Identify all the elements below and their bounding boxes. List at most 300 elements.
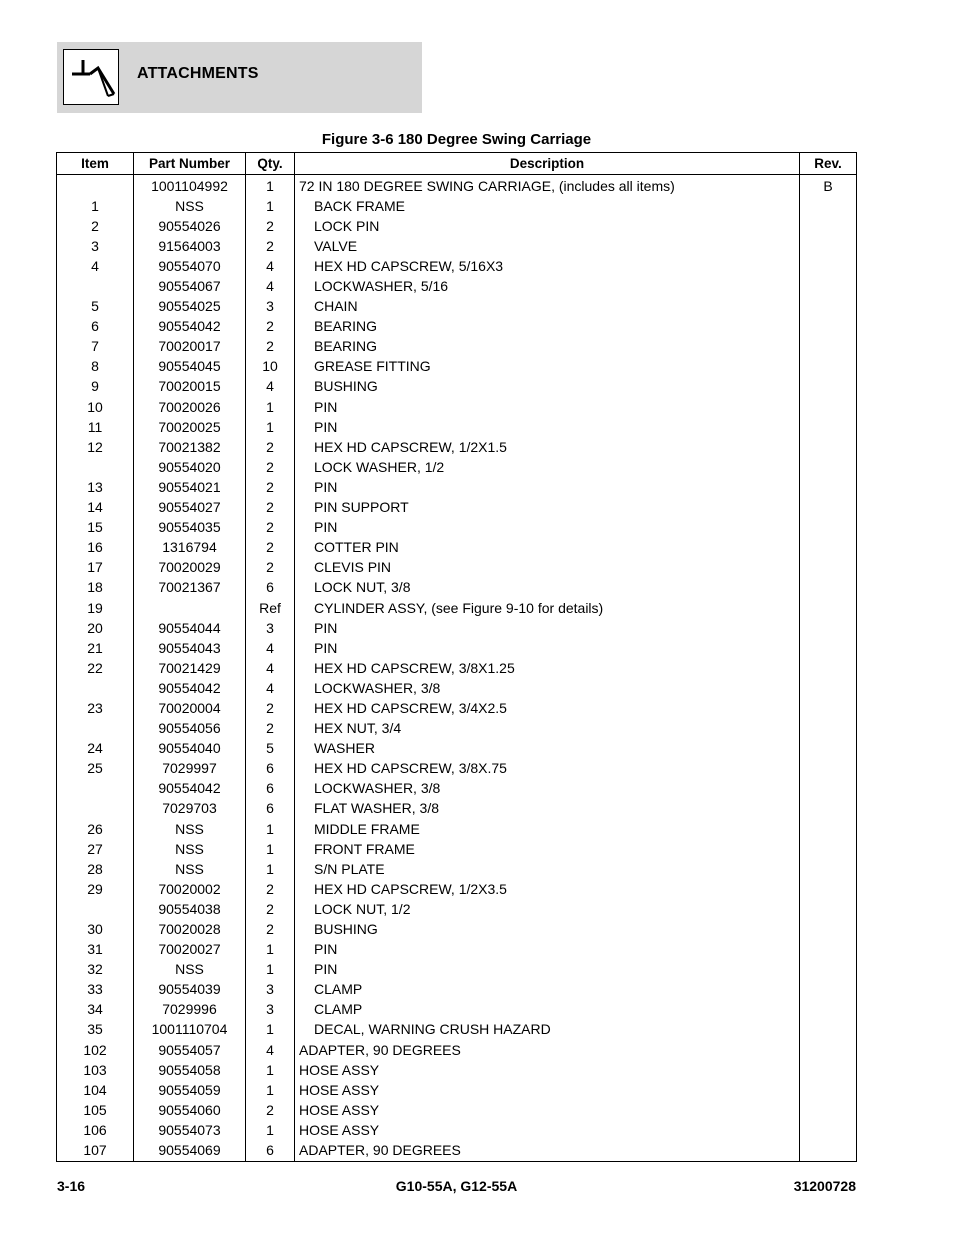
table-row [57, 297, 857, 317]
cell-part-number: 90554057 [134, 1040, 246, 1060]
cell-qty: 3 [246, 297, 295, 317]
cell-item: 29 [57, 879, 134, 899]
cell-qty: 1 [246, 1120, 295, 1140]
cell-part-number: 90554059 [134, 1080, 246, 1100]
cell-description: COTTER PIN [295, 538, 800, 558]
cell-qty: 1 [246, 859, 295, 879]
cell-rev [800, 698, 857, 718]
cell-description: PIN SUPPORT [295, 498, 800, 518]
cell-part-number: 90554039 [134, 980, 246, 1000]
cell-rev [800, 1000, 857, 1020]
cell-item [57, 457, 134, 477]
table-row [57, 236, 857, 256]
cell-item: 10 [57, 397, 134, 417]
cell-qty: 3 [246, 618, 295, 638]
cell-part-number: 90554067 [134, 276, 246, 296]
cell-rev [800, 276, 857, 296]
cell-qty: 2 [246, 558, 295, 578]
cell-rev [800, 960, 857, 980]
cell-part-number: 1316794 [134, 538, 246, 558]
cell-part-number: NSS [134, 196, 246, 216]
cell-qty: 2 [246, 457, 295, 477]
table-row [57, 1000, 857, 1020]
cell-item: 107 [57, 1141, 134, 1162]
cell-description: HEX HD CAPSCREW, 3/8X.75 [295, 759, 800, 779]
cell-qty: 2 [246, 698, 295, 718]
cell-item: 5 [57, 297, 134, 317]
cell-qty: 4 [246, 276, 295, 296]
cell-rev [800, 940, 857, 960]
cell-description: GREASE FITTING [295, 357, 800, 377]
cell-part-number: 90554069 [134, 1141, 246, 1162]
cell-part-number: 90554040 [134, 739, 246, 759]
cell-part-number: 90554060 [134, 1100, 246, 1120]
cell-description: CLAMP [295, 1000, 800, 1020]
cell-part-number: 90554020 [134, 457, 246, 477]
page-number: 3-16 [57, 1178, 86, 1194]
cell-qty: 5 [246, 739, 295, 759]
cell-description: PIN [295, 518, 800, 538]
cell-part-number: 90554043 [134, 638, 246, 658]
cell-part-number: 90554070 [134, 256, 246, 276]
table-row [57, 256, 857, 276]
table-row [57, 397, 857, 417]
cell-part-number: 70020025 [134, 417, 246, 437]
cell-item [57, 678, 134, 698]
cell-rev [800, 1141, 857, 1162]
cell-rev [800, 578, 857, 598]
cell-rev [800, 317, 857, 337]
cell-item: 26 [57, 819, 134, 839]
cell-description: DECAL, WARNING CRUSH HAZARD [295, 1020, 800, 1040]
attachment-tool-icon [63, 49, 119, 105]
cell-item: 22 [57, 658, 134, 678]
column-header-rev: Rev. [800, 153, 857, 175]
cell-description: BUSHING [295, 377, 800, 397]
cell-qty: 4 [246, 678, 295, 698]
cell-qty: 6 [246, 1141, 295, 1162]
cell-item: 21 [57, 638, 134, 658]
cell-item [57, 175, 134, 197]
cell-rev [800, 417, 857, 437]
cell-qty: 1 [246, 175, 295, 197]
cell-rev [800, 899, 857, 919]
cell-part-number: 7029997 [134, 759, 246, 779]
cell-rev [800, 437, 857, 457]
cell-description: HOSE ASSY [295, 1080, 800, 1100]
cell-qty: 2 [246, 518, 295, 538]
cell-rev [800, 397, 857, 417]
cell-rev [800, 558, 857, 578]
cell-qty: 1 [246, 1020, 295, 1040]
cell-rev [800, 297, 857, 317]
cell-part-number: 90554042 [134, 779, 246, 799]
table-row [57, 859, 857, 879]
cell-description: PIN [295, 397, 800, 417]
table-row [57, 317, 857, 337]
cell-item: 104 [57, 1080, 134, 1100]
cell-part-number: 90554073 [134, 1120, 246, 1140]
cell-part-number: 7029996 [134, 1000, 246, 1020]
table-row [57, 759, 857, 779]
column-header-qty: Qty. [246, 153, 295, 175]
cell-part-number: 90554045 [134, 357, 246, 377]
cell-qty: 2 [246, 337, 295, 357]
table-row [57, 739, 857, 759]
cell-qty: 10 [246, 357, 295, 377]
cell-part-number: 7029703 [134, 799, 246, 819]
cell-part-number: 70020015 [134, 377, 246, 397]
table-row [57, 819, 857, 839]
cell-item: 23 [57, 698, 134, 718]
cell-item: 106 [57, 1120, 134, 1140]
cell-item: 11 [57, 417, 134, 437]
cell-item: 1 [57, 196, 134, 216]
column-header-part-number: Part Number [134, 153, 246, 175]
cell-item: 12 [57, 437, 134, 457]
cell-item [57, 779, 134, 799]
cell-qty: 4 [246, 1040, 295, 1060]
cell-qty: 6 [246, 759, 295, 779]
table-row [57, 940, 857, 960]
cell-part-number: 90554042 [134, 678, 246, 698]
model-number: G10-55A, G12-55A [395, 1178, 518, 1194]
cell-item: 4 [57, 256, 134, 276]
cell-item: 8 [57, 357, 134, 377]
cell-item: 34 [57, 1000, 134, 1020]
cell-qty: 1 [246, 1080, 295, 1100]
cell-qty: 4 [246, 658, 295, 678]
cell-rev [800, 256, 857, 276]
cell-rev [800, 357, 857, 377]
cell-rev [800, 678, 857, 698]
cell-description: LOCKWASHER, 3/8 [295, 678, 800, 698]
cell-description: PIN [295, 638, 800, 658]
cell-rev [800, 980, 857, 1000]
document-number: 31200728 [793, 1178, 856, 1194]
table-row [57, 1141, 857, 1162]
cell-part-number [134, 598, 246, 618]
cell-part-number: 91564003 [134, 236, 246, 256]
cell-rev [800, 1120, 857, 1140]
table-row [57, 357, 857, 377]
cell-rev [800, 337, 857, 357]
cell-rev: B [800, 175, 857, 197]
cell-rev [800, 518, 857, 538]
cell-qty: 1 [246, 1060, 295, 1080]
cell-description: LOCKWASHER, 3/8 [295, 779, 800, 799]
table-row [57, 175, 857, 197]
cell-qty: 2 [246, 216, 295, 236]
table-row [57, 1060, 857, 1080]
cell-qty: 2 [246, 919, 295, 939]
table-row [57, 518, 857, 538]
cell-qty: 6 [246, 779, 295, 799]
column-header-description: Description [295, 153, 800, 175]
cell-description: CHAIN [295, 297, 800, 317]
cell-item: 28 [57, 859, 134, 879]
cell-item: 30 [57, 919, 134, 939]
table-row [57, 698, 857, 718]
cell-qty: 1 [246, 196, 295, 216]
table-row [57, 1020, 857, 1040]
cell-item: 35 [57, 1020, 134, 1040]
cell-part-number: 90554035 [134, 518, 246, 538]
cell-item: 31 [57, 940, 134, 960]
cell-rev [800, 196, 857, 216]
cell-rev [800, 879, 857, 899]
table-row [57, 558, 857, 578]
cell-qty: 1 [246, 819, 295, 839]
cell-rev [800, 1100, 857, 1120]
parts-table [56, 152, 857, 1162]
cell-description: FLAT WASHER, 3/8 [295, 799, 800, 819]
cell-part-number: 1001110704 [134, 1020, 246, 1040]
cell-qty: 3 [246, 980, 295, 1000]
cell-qty: 2 [246, 236, 295, 256]
cell-rev [800, 477, 857, 497]
cell-part-number: 70020027 [134, 940, 246, 960]
cell-qty: 2 [246, 879, 295, 899]
cell-description: BUSHING [295, 919, 800, 939]
table-row [57, 960, 857, 980]
cell-description: BEARING [295, 337, 800, 357]
cell-rev [800, 779, 857, 799]
cell-description: PIN [295, 417, 800, 437]
cell-part-number: 90554027 [134, 498, 246, 518]
cell-description: ADAPTER, 90 DEGREES [295, 1040, 800, 1060]
cell-part-number: 70021367 [134, 578, 246, 598]
cell-description: HEX HD CAPSCREW, 1/2X3.5 [295, 879, 800, 899]
cell-description: HEX NUT, 3/4 [295, 719, 800, 739]
cell-part-number: 90554021 [134, 477, 246, 497]
cell-rev [800, 658, 857, 678]
table-row [57, 1040, 857, 1060]
cell-rev [800, 759, 857, 779]
cell-rev [800, 919, 857, 939]
table-row [57, 779, 857, 799]
cell-rev [800, 236, 857, 256]
cell-qty: 3 [246, 1000, 295, 1020]
cell-part-number: 90554044 [134, 618, 246, 638]
cell-description: BACK FRAME [295, 196, 800, 216]
cell-rev [800, 618, 857, 638]
cell-description: CLEVIS PIN [295, 558, 800, 578]
cell-part-number: NSS [134, 819, 246, 839]
cell-qty: 2 [246, 317, 295, 337]
cell-qty: 4 [246, 256, 295, 276]
cell-item: 24 [57, 739, 134, 759]
table-row [57, 618, 857, 638]
cell-rev [800, 1080, 857, 1100]
cell-rev [800, 638, 857, 658]
table-row [57, 196, 857, 216]
cell-item: 102 [57, 1040, 134, 1060]
cell-description: HOSE ASSY [295, 1120, 800, 1140]
cell-rev [800, 598, 857, 618]
table-row [57, 437, 857, 457]
figure-title: Figure 3-6 180 Degree Swing Carriage [321, 131, 592, 148]
column-header-item: Item [57, 153, 134, 175]
cell-qty: 6 [246, 799, 295, 819]
table-row [57, 719, 857, 739]
cell-qty: 2 [246, 477, 295, 497]
cell-qty: 4 [246, 638, 295, 658]
cell-rev [800, 839, 857, 859]
table-row [57, 839, 857, 859]
cell-description: WASHER [295, 739, 800, 759]
cell-description: FRONT FRAME [295, 839, 800, 859]
table-row [57, 1100, 857, 1120]
cell-part-number: 70020004 [134, 698, 246, 718]
cell-item: 13 [57, 477, 134, 497]
cell-qty: 2 [246, 498, 295, 518]
cell-rev [800, 719, 857, 739]
cell-part-number: 90554042 [134, 317, 246, 337]
cell-part-number: 90554026 [134, 216, 246, 236]
cell-description: HEX HD CAPSCREW, 1/2X1.5 [295, 437, 800, 457]
table-row [57, 598, 857, 618]
cell-part-number: 90554025 [134, 297, 246, 317]
table-row [57, 658, 857, 678]
cell-description: HEX HD CAPSCREW, 3/8X1.25 [295, 658, 800, 678]
cell-description: LOCKWASHER, 5/16 [295, 276, 800, 296]
cell-rev [800, 739, 857, 759]
cell-part-number: 70020029 [134, 558, 246, 578]
table-row [57, 457, 857, 477]
cell-rev [800, 457, 857, 477]
table-row [57, 477, 857, 497]
cell-part-number: 1001104992 [134, 175, 246, 197]
cell-description: LOCK NUT, 3/8 [295, 578, 800, 598]
cell-rev [800, 498, 857, 518]
table-row [57, 337, 857, 357]
cell-part-number: 70021429 [134, 658, 246, 678]
cell-item: 105 [57, 1100, 134, 1120]
table-row [57, 1120, 857, 1140]
cell-part-number: NSS [134, 839, 246, 859]
cell-part-number: 90554056 [134, 719, 246, 739]
cell-rev [800, 859, 857, 879]
cell-part-number: 90554058 [134, 1060, 246, 1080]
cell-qty: 2 [246, 899, 295, 919]
cell-item: 32 [57, 960, 134, 980]
table-row [57, 276, 857, 296]
cell-item: 20 [57, 618, 134, 638]
table-row [57, 538, 857, 558]
cell-rev [800, 538, 857, 558]
cell-item: 33 [57, 980, 134, 1000]
cell-description: CYLINDER ASSY, (see Figure 9-10 for details) [295, 598, 800, 618]
table-row [57, 879, 857, 899]
cell-item: 103 [57, 1060, 134, 1080]
table-row [57, 980, 857, 1000]
cell-description: HOSE ASSY [295, 1100, 800, 1120]
cell-qty: 4 [246, 377, 295, 397]
cell-description: CLAMP [295, 980, 800, 1000]
cell-description: S/N PLATE [295, 859, 800, 879]
cell-qty: 2 [246, 437, 295, 457]
cell-qty: 1 [246, 940, 295, 960]
cell-part-number: 70020017 [134, 337, 246, 357]
cell-rev [800, 1040, 857, 1060]
table-row [57, 899, 857, 919]
cell-description: MIDDLE FRAME [295, 819, 800, 839]
cell-part-number: NSS [134, 859, 246, 879]
table-row [57, 799, 857, 819]
cell-qty: 6 [246, 578, 295, 598]
cell-description: LOCK WASHER, 1/2 [295, 457, 800, 477]
cell-description: PIN [295, 618, 800, 638]
cell-item: 7 [57, 337, 134, 357]
cell-rev [800, 799, 857, 819]
table-row [57, 377, 857, 397]
cell-rev [800, 377, 857, 397]
cell-description: BEARING [295, 317, 800, 337]
cell-part-number: 70020028 [134, 919, 246, 939]
cell-part-number: 70021382 [134, 437, 246, 457]
table-row [57, 216, 857, 236]
cell-part-number: 70020026 [134, 397, 246, 417]
cell-part-number: NSS [134, 960, 246, 980]
cell-qty: 2 [246, 719, 295, 739]
cell-description: LOCK NUT, 1/2 [295, 899, 800, 919]
table-row [57, 638, 857, 658]
cell-part-number: 70020002 [134, 879, 246, 899]
cell-rev [800, 1060, 857, 1080]
cell-item: 9 [57, 377, 134, 397]
cell-qty: 1 [246, 417, 295, 437]
cell-description: PIN [295, 477, 800, 497]
cell-description: PIN [295, 960, 800, 980]
cell-description: ADAPTER, 90 DEGREES [295, 1141, 800, 1162]
cell-rev [800, 1020, 857, 1040]
cell-item [57, 276, 134, 296]
cell-item: 3 [57, 236, 134, 256]
cell-description: PIN [295, 940, 800, 960]
cell-part-number: 90554038 [134, 899, 246, 919]
section-title: ATTACHMENTS [137, 65, 259, 82]
cell-item: 19 [57, 598, 134, 618]
cell-item: 16 [57, 538, 134, 558]
cell-description: 72 IN 180 DEGREE SWING CARRIAGE, (includes all items) [295, 175, 800, 197]
cell-item: 6 [57, 317, 134, 337]
cell-item [57, 719, 134, 739]
cell-qty: 1 [246, 397, 295, 417]
cell-item [57, 899, 134, 919]
cell-item: 17 [57, 558, 134, 578]
table-row [57, 578, 857, 598]
cell-description: LOCK PIN [295, 216, 800, 236]
cell-qty: 1 [246, 839, 295, 859]
cell-item [57, 799, 134, 819]
cell-rev [800, 216, 857, 236]
cell-rev [800, 819, 857, 839]
table-row [57, 919, 857, 939]
table-row [57, 498, 857, 518]
cell-qty: 2 [246, 1100, 295, 1120]
table-header-row [57, 153, 857, 175]
table-row [57, 417, 857, 437]
cell-description: HOSE ASSY [295, 1060, 800, 1080]
table-row [57, 678, 857, 698]
cell-item: 14 [57, 498, 134, 518]
cell-item: 15 [57, 518, 134, 538]
cell-description: VALVE [295, 236, 800, 256]
cell-qty: 1 [246, 960, 295, 980]
cell-item: 18 [57, 578, 134, 598]
cell-qty: 2 [246, 538, 295, 558]
